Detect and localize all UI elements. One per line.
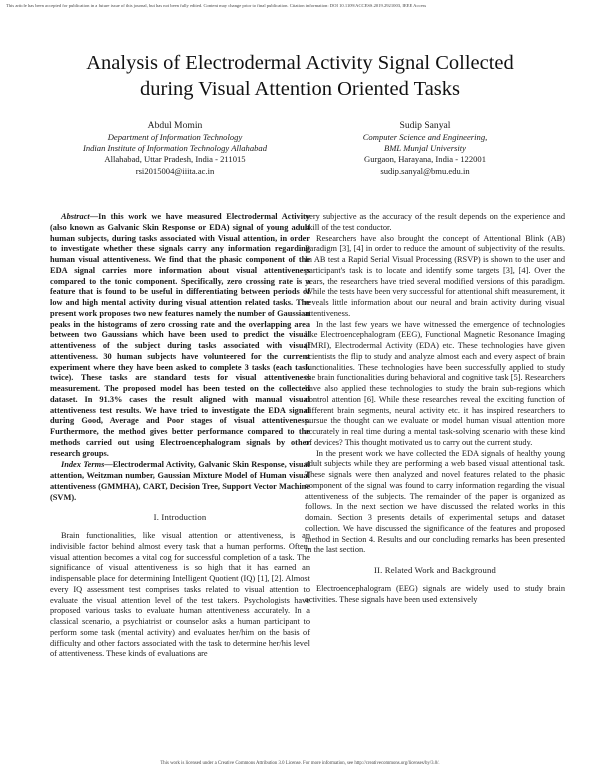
right-column [305,212,565,605]
title-line-2: during Visual Attention Oriented Tasks [140,78,460,100]
abstract: Abstract—In this work we have measured Electrodermal Activity (also known as Galvanic Skin Response or EDA) signal of young adult human subjects, during tasks associated with Visual attention, in order to investigate whether these signals carry any information regarding human visual attentiveness. We find that the phasic component of the EDA signal carries more information about visual attentiveness compared to the tonic component. Specifically, zero crossing rate is a feature that is found to be useful in differentiating between periods of low and high mental activity during visual attention related tasks. The present work proposes two new features namely the number of Gaussian peaks in the histograms of zero crossing rate and the overlapping area between two Gaussians which have been used to predict the visual attentiveness of the subject during tasks associated with visual attentiveness. 30 human subjects have volunteered for the current experiment where they have been asked to complete 3 tasks (each task twice). These tasks are standard tests for visual attentiveness measurement. The proposed model has been tested on the collected dataset. In 91.3% cases the result aligned with manual visual attentiveness test results. We have tried to investigate the EDA signal during Good, Average and Poor stages of visual attentiveness. Furthermore, the method gives better performance compared to the methods carried out using Electroencephalogram signals by other research groups. [50,212,310,458]
author-email: sudip.sanyal@bmu.edu.in [380,165,470,176]
author-department: Department of Information Technology [107,132,243,142]
author-address: Allahabad, Uttar Pradesh, India - 211015 [104,154,246,165]
index-terms-text: Electrodermal Activity, Galvanic Skin Response, visual attention, Weitzman number, Gaussian Mixture Model of Human visual attentiveness (GMMHA), CART, Decision Tree, Support Vector Machine (SVM). [50,460,310,502]
left-column [50,212,310,660]
author-department: Computer Science and Engineering, [362,132,488,142]
publication-banner: This article has been accepted for publication in a future issue of this journal, but has not been fully edited. Content may change prior to final publication. Citation information: DOI 10.1109/ACCESS.2019.2921003, IEEE Access [6,3,427,8]
license-footer: This work is licensed under a Creative Commons Attribution 3.0 License. For more information, see http://creativecommons.org/licenses/by/3.0/. [160,761,440,766]
author-email: rsi2015004@iiita.ac.in [135,165,215,176]
paper-title [0,50,600,102]
index-terms: Index Terms—Electrodermal Activity, Galvanic Skin Response, visual attention, Weitzman number, Gaussian Mixture Model of Human visual attentiveness (GMMHA), CART, Decision Tree, Support Vector Machine (SVM). [50,460,310,502]
intro-paragraph: In the last few years we have witnessed the emergence of technologies like Electroencephalogram (EEG), Functional Magnetic Resonance Imaging (fMRI), Electrodermal Activity (EDA) etc. These technologies have given scientists the flip to study and analyze almost each and every aspect of brain functionalities. These technologies have been successfully applied to study the brain functionalities during behavioral and cognitive task [5]. Researchers have also applied these technologies to study the brain sub-regions which control attention [6]. While these researches reveal the exciting function of different brain segments, neural activity etc. it has inspired researchers to pursue the thought can we evaluate or model human visual attention more accurately in real time during a mental task-solving scenario with these kind of devices? This thought motivated us to carry out the current study. [305,319,565,447]
title-line-1: Analysis of Electrodermal Activity Signal Collected [86,52,514,74]
author-organization: BML Munjal University [384,143,466,154]
abstract-label: Abstract [61,212,90,221]
related-work-paragraph: Electroencephalogram (EEG) signals are widely used to study brain activities. These signals have been used extensively [305,583,565,604]
intro-paragraph: Brain functionalities, like visual attention or attentiveness, is an indivisible factor behind almost every task that a human performs. Often, visual attention becomes a vital cog for successful completion of a task. The significance of visual attentiveness is so high that it has earned an indispensable place for determining Intelligent Quotient (IQ) [1], [2]. Almost every IQ assessment test comprises tasks related to visual attention to evaluate the visual attention level of the test takers. Psychologists have proposed various tasks to evaluate human attentiveness accurately. In a classical scenario, a psychiatrist or counselor asks a human participant to perform some task (mental activity) and evaluates her/him on the basis of difficulty and other factors associated with the task to determine her/his level of attentiveness. These kinds of evaluations are [50,531,310,659]
intro-paragraph: Researchers have also brought the concept of Attentional Blink (AB) Paradigm [3], [4] in order to reduce the amount of subjectivity of the results. In AB test a Rapid Serial Visual Processing (RSVP) is shown to the user and participant's task is to locate and identify some targets [3], [4]. Over the years, the researchers have tried several modified versions of this paradigm. While the tests have been very successful for attentional shift measurement, it reveals little information about our neural and brain activity during visual attentiveness. [305,233,565,318]
author-block-1 [50,120,300,177]
abstract-text: In this work we have measured Electrodermal Activity (also known as Galvanic Skin Response or EDA) signal of young adult human subjects, during tasks associated with Visual attention, in order to investigate whether these signals carry any information regarding human visual attentiveness. We find that the phasic component of the EDA signal carries more information about visual attentiveness compared to the tonic component. Specifically, zero crossing rate is a feature that is found to be useful in differentiating between periods of low and high mental activity during visual attention related tasks. The present work proposes two new features namely the number of Gaussian peaks in the histograms of zero crossing rate and the overlapping area between two Gaussians which have been used to predict the visual attentiveness of the subject during tasks associated with visual attentiveness. 30 human subjects have volunteered for the current experiment where they have been asked to complete 3 tasks (each task twice). These tasks are standard tests for visual attentiveness measurement. The proposed model has been tested on the collected dataset. In 91.3% cases the result aligned with manual visual attentiveness test results. We have tried to investigate the EDA signal during Good, Average and Poor stages of visual attentiveness. Furthermore, the method gives better performance compared to the methods carried out using Electroencephalogram signals by other research groups. [50,212,310,458]
author-name: Sudip Sanyal [399,120,451,131]
intro-continuation: very subjective as the accuracy of the result depends on the experience and skill of the test conductor. [305,212,565,232]
author-name: Abdul Momin [147,120,203,131]
index-terms-label: Index Terms [61,460,105,470]
author-block-2 [300,120,550,177]
section-heading-introduction: I. Introduction [153,512,207,523]
author-address: Gurgaon, Harayana, India - 122001 [363,154,487,165]
section-heading-related-work: II. Related Work and Background [373,565,497,575]
author-organization: Indian Institute of Information Technology Allahabad [82,143,268,154]
intro-paragraph: In the present work we have collected the EDA signals of healthy young adult subjects while they are performing a web based visual attentional task. These signals were then analyzed and novel features related to the phasic component of the signal was found to carry information regarding the visual attentiveness of the subjects. The remainder of the paper is organized as follows. In the next section we have discussed the related works in this domain. Section 3 presents details of experimental setups and dataset collection. We have discussed the significance of the features and proposed method in Section 4. Results and our concluding remarks has been presented in the last section. [305,448,565,555]
